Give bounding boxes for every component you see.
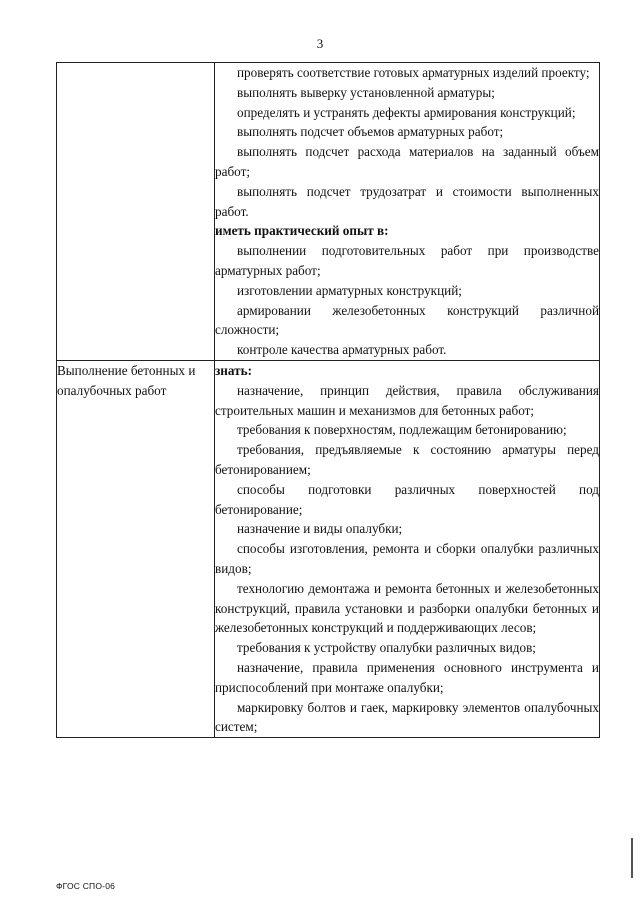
list-item: армировании железобетонных конструкций различной сложности;	[215, 302, 599, 338]
list-item: требования к поверхностям, подлежащим бетонированию;	[237, 422, 567, 438]
list-item: выполнении подготовительных работ при производстве арматурных работ;	[215, 243, 599, 278]
list-item: технологию демонтажа и ремонта бетонных и железобетонных конструкций, правила установки и разборки опалубки бетонных и железобетонных конструкций и поддерживающих лесов;	[215, 580, 599, 636]
list-item: выполнять подсчет объемов арматурных работ;	[237, 124, 504, 140]
list-item: маркировку болтов и гаек, маркировку элементов опалубочных систем;	[215, 699, 599, 735]
scan-edge-mark	[631, 838, 633, 878]
list-item: назначение, принцип действия, правила обслуживания строительных машин и механизмов для бетонных работ;	[215, 382, 599, 418]
list-item: назначение, правила применения основного инструмента и приспособлений при монтаже опалубки;	[215, 659, 599, 695]
list-item: требования, предъявляемые к состоянию арматуры перед бетонированием;	[215, 442, 599, 477]
competency-table	[56, 62, 600, 738]
table-row	[57, 63, 600, 361]
list-item: выполнять выверку установленной арматуры;	[237, 84, 495, 100]
section-title-cell	[57, 63, 215, 361]
list-item: проверять соответствие готовых арматурных изделий проекту;	[237, 65, 590, 80]
subsection-heading: иметь практический опыт в:	[215, 223, 389, 239]
list-item: контроле качества арматурных работ.	[237, 342, 447, 358]
list-item: способы изготовления, ремонта и сборки опалубки различных видов;	[215, 541, 599, 576]
list-item: выполнять подсчет трудозатрат и стоимости выполненных работ.	[215, 183, 599, 219]
list-item: назначение и виды опалубки;	[237, 521, 403, 537]
section-title-cell: Выполнение бетонных и опалубочных работ	[57, 360, 215, 737]
requirements-cell	[215, 63, 600, 361]
list-item: изготовлении арматурных конструкций;	[237, 282, 462, 298]
table-row	[57, 360, 600, 737]
list-item: определять и устранять дефекты армирования конструкций;	[237, 104, 576, 120]
list-item: выполнять подсчет расхода материалов на заданный объем работ;	[215, 144, 599, 179]
footer-label: ФГОС СПО-06	[56, 881, 116, 891]
list-item: требования к устройству опалубки различных видов;	[237, 640, 536, 656]
list-item: способы подготовки различных поверхностей под бетонирование;	[215, 481, 599, 517]
subsection-heading: знать:	[215, 362, 252, 378]
page-number: 3	[316, 36, 324, 51]
requirements-cell	[215, 360, 600, 737]
